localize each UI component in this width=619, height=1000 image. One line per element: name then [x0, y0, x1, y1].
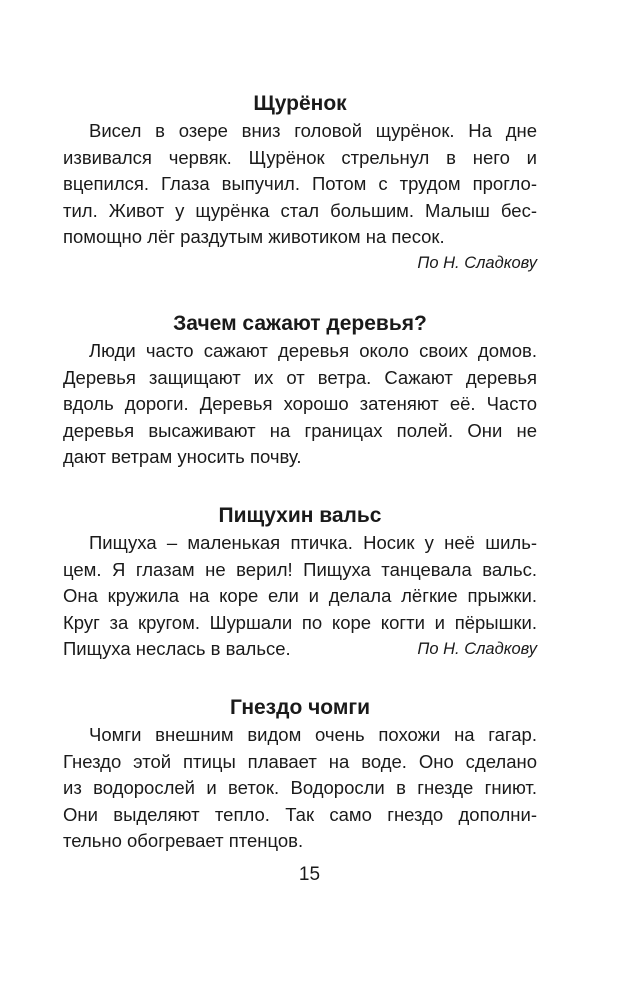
story-zachem-sazhayut-derevya [63, 310, 537, 471]
story-line: Они выделяют тепло. Так само гнездо дополни- [63, 803, 537, 825]
story-title: Пищухин вальс [218, 504, 382, 527]
story-line: цем. Я глазам не верил! Пищуха танцевала вальс. [63, 558, 537, 580]
story-line: тил. Живот у щурёнка стал большим. Малыш бес- [63, 199, 537, 221]
story-title: Зачем сажают деревья? [173, 312, 427, 335]
story-line: Висел в озере вниз головой щурёнок. На дне [89, 120, 537, 141]
story-line: деревья высаживают на границах полей. Они не [63, 419, 537, 441]
story-line: вдоль дороги. Деревья хорошо затеняют её. Часто [63, 393, 537, 414]
story-line: Она кружила на коре ели и делала лёгкие прыжки. [63, 585, 537, 606]
story-last-line-with-author [63, 636, 537, 663]
story-line: Круг за кругом. Шуршали по коре когти и пёрышки. [63, 611, 537, 633]
page-number: 15 [298, 864, 321, 885]
story-pischuhin-vals [63, 502, 537, 663]
story-line: дают ветрам уносить почву. [63, 446, 302, 467]
story-line: Пищуха – маленькая птичка. Носик у неё шиль- [89, 532, 537, 553]
story-line: извивался червяк. Щурёнок стрельнул в него и [63, 146, 537, 168]
story-line: Люди часто сажают деревья около своих домов. [89, 340, 537, 361]
story-author: По Н. Сладкову [417, 253, 537, 272]
story-author: По Н. Сладкову [417, 640, 537, 658]
story-title: Гнездо чомги [229, 696, 371, 719]
story-line: Чомги внешним видом очень похожи на гагар. [89, 724, 537, 745]
story-title: Щурёнок [253, 92, 347, 115]
story-line: Деревья защищают их от ветра. Сажают деревья [63, 366, 537, 388]
story-line: помощно лёг раздутым животиком на песок. [63, 226, 445, 247]
story-line: из водорослей и веток. Водоросли в гнезде гниют. [63, 777, 537, 798]
story-schurenok [63, 90, 537, 275]
story-line: Пищуха неслась в вальсе. [63, 638, 291, 659]
story-line: Гнездо этой птицы плавает на воде. Оно сделано [63, 750, 537, 772]
story-line: тельно обогревает птенцов. [63, 830, 304, 851]
story-line: вцепился. Глаза выпучил. Потом с трудом прогло- [63, 173, 537, 194]
story-gnezdo-chomgi [63, 694, 537, 855]
